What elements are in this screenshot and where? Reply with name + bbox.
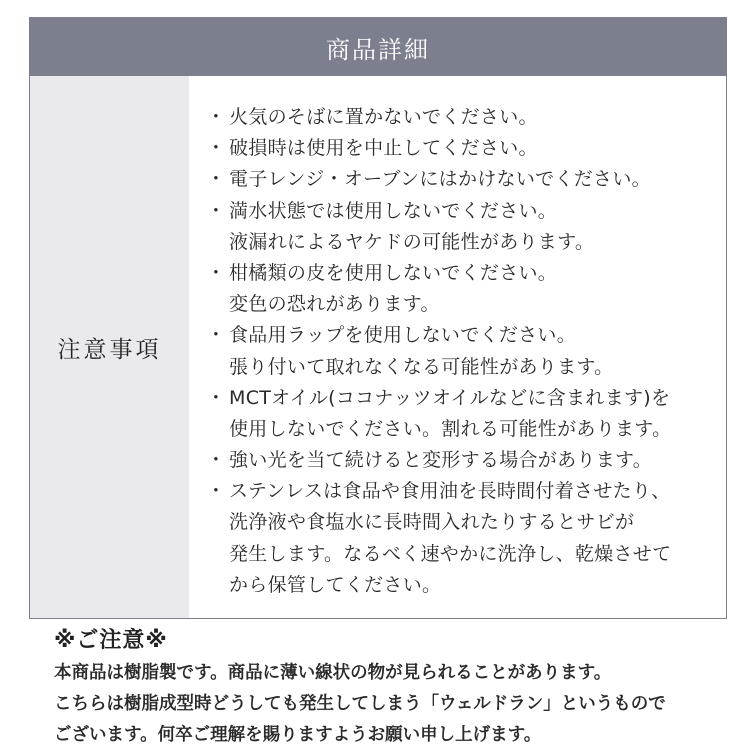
caution-item-line: [203, 133, 726, 164]
caution-item-line: [203, 196, 726, 227]
caution-text: 食品用ラップを使用しないでください。: [229, 324, 577, 347]
caution-item-line: [203, 227, 726, 258]
label-text: 注意事項: [57, 336, 162, 363]
caution-item-line: [203, 289, 726, 320]
caution-item-line: [203, 383, 726, 414]
caution-text: 火気のそばに置かないでください。: [229, 106, 538, 128]
note-line: 本商品は樹脂製です。商品に薄い線状の物が見られることがあります。: [54, 663, 612, 683]
caution-text: 洗浄液や食塩水に長時間入れたりするとサビが: [229, 511, 635, 534]
caution-text: 使用しないでください。割れる可能性があります。: [229, 417, 672, 440]
bullet-mark: ・: [206, 324, 226, 347]
caution-text: 発生します。なるべく速やかに洗浄し、乾燥させて: [229, 542, 672, 565]
caution-text: MCTオイル(ココナッツオイルなどに含まれます)を: [229, 386, 671, 409]
caution-item-line: [203, 476, 726, 507]
note-line: ございます。何卒ご理解を賜りますようお願い申し上げます。: [54, 725, 542, 745]
caution-text: ステンレスは食品や食用油を長時間付着させたり、: [229, 480, 671, 503]
note-line: こちらは樹脂成型時どうしても発生してしまう「ウェルドラン」というもので: [54, 694, 666, 714]
caution-item-line: [203, 445, 726, 476]
bullet-mark: ・: [206, 106, 226, 128]
label-cell: [30, 76, 189, 618]
caution-item-line: [203, 570, 726, 601]
bullet-mark: ・: [206, 261, 226, 284]
caution-text: 強い光を当て続けると変形する場合があります。: [229, 449, 653, 472]
bullet-mark: ・: [206, 386, 226, 409]
caution-text: から保管してください。: [229, 573, 442, 596]
caution-item-line: [203, 507, 726, 538]
bullet-mark: ・: [206, 449, 226, 472]
caution-text: 破損時は使用を中止してください。: [229, 137, 538, 160]
caution-item-line: [203, 102, 726, 133]
header-title: 商品詳細: [326, 35, 430, 64]
table-header: [30, 18, 726, 76]
bullet-mark: ・: [206, 168, 226, 191]
caution-text: 電子レンジ・オーブンにはかけないでください。: [229, 168, 651, 191]
bullet-mark: ・: [206, 137, 226, 160]
caution-item-line: [203, 539, 726, 570]
caution-text: 柑橘類の皮を使用しないでください。: [229, 261, 558, 284]
caution-text: 満水状態では使用しないでください。: [229, 199, 558, 222]
caution-text: 張り付いて取れなくなる可能性があります。: [229, 355, 614, 378]
caution-item-line: [203, 352, 726, 383]
caution-text: 変色の恐れがあります。: [229, 293, 440, 316]
note-title: ※ご注意※: [54, 628, 168, 653]
content-cell: [189, 76, 726, 618]
caution-item-line: [203, 320, 726, 351]
details-table: [29, 17, 727, 619]
caution-item-line: [203, 258, 726, 289]
bullet-mark: ・: [206, 480, 226, 503]
caution-item-line: [203, 164, 726, 195]
caution-item-line: [203, 414, 726, 445]
caution-text: 液漏れによるヤケドの可能性があります。: [229, 230, 595, 253]
note-body: [54, 658, 734, 751]
bullet-mark: ・: [206, 199, 226, 222]
